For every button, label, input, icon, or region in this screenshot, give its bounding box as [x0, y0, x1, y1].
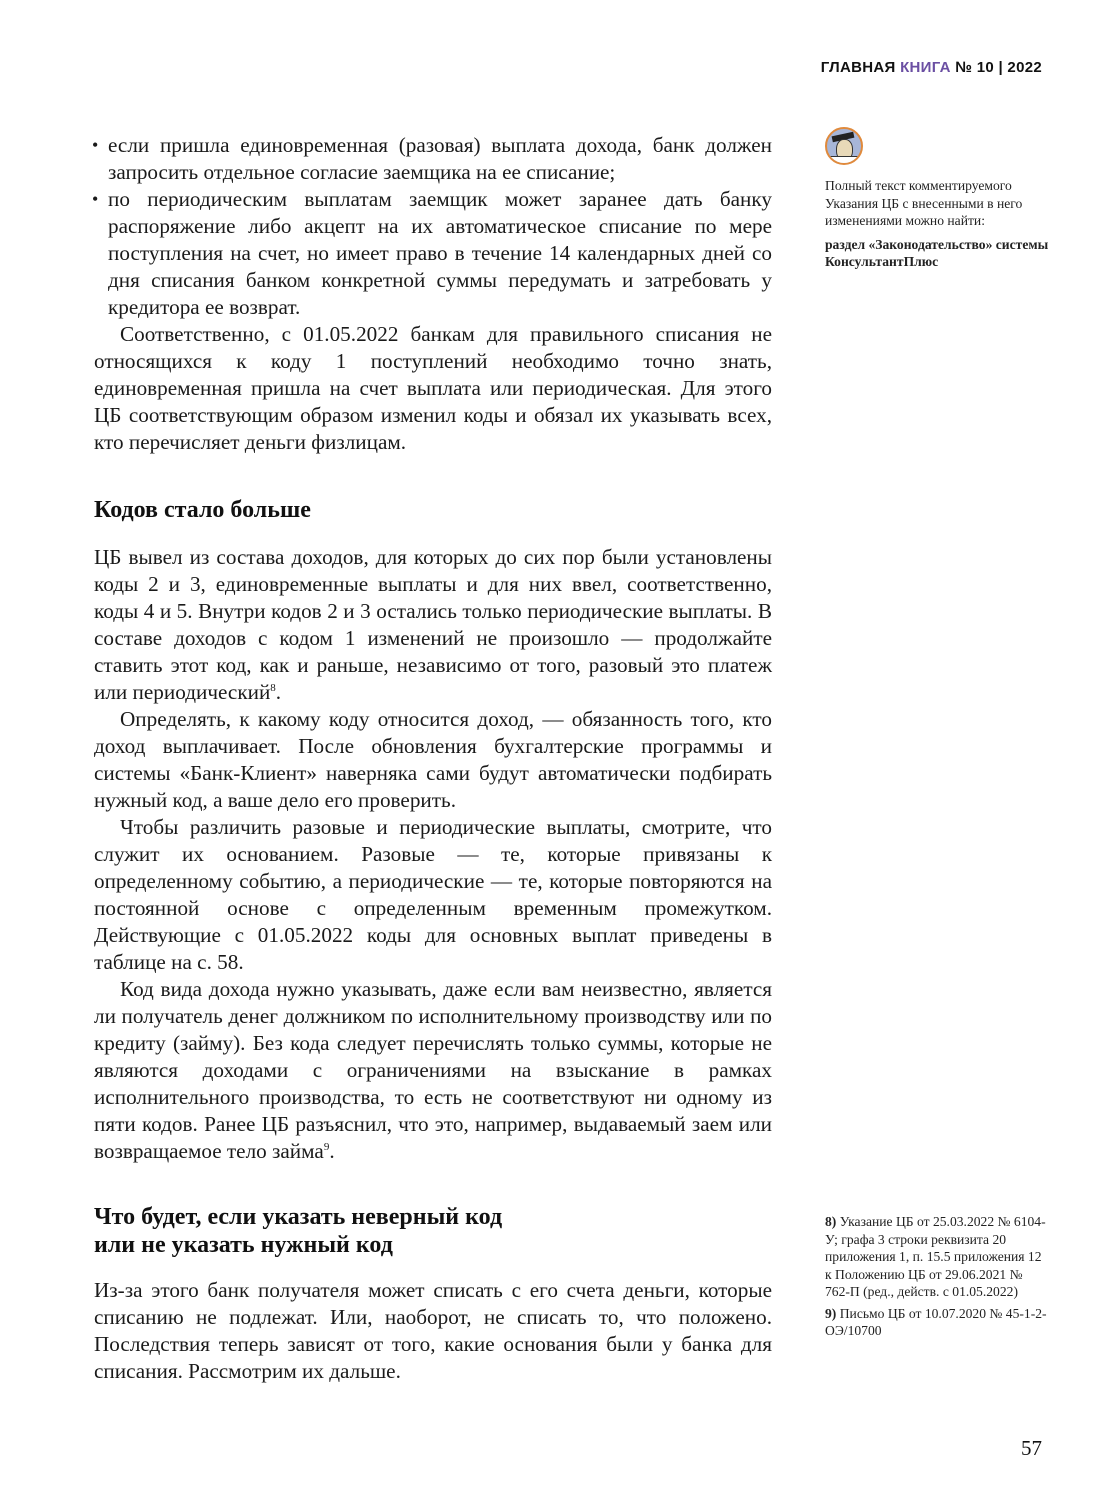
header-issue: № 10 | 2022 [955, 59, 1042, 76]
sidebar-note [825, 127, 1050, 271]
footnote-9 [825, 1305, 1050, 1340]
section-heading-codes: Кодов стало больше [94, 497, 311, 523]
paragraph: Определять, к какому коду относится доход, — обязанность того, кто доход выплачивает. После обновления бухгалтерские программы и системы «Банк-Клиент» наверняка сами будут автоматически подбирать нужный код, а ваше дело его проверить. [94, 707, 772, 812]
footnote-text: Письмо ЦБ от 10.07.2020 № 45-1-2-ОЭ/10700 [825, 1305, 1047, 1338]
expert-avatar-icon [825, 127, 863, 165]
heading-line: Что будет, если указать неверный код [94, 1204, 503, 1230]
bullet-item: • по периодическим выплатам заемщик может заранее дать банку распоряжение либо акцепт на их автоматическое списание по мере поступления на счет, но имеет право в течение 14 календарных дней со дня списания банком конкретной суммы передумать и затребовать у кредитора ее возврат. [94, 186, 772, 321]
paragraph: Соответственно, с 01.05.2022 банкам для правильного списания не относящихся к коду 1 поступлений необходимо точно знать, единовременная пришла на счет выплата или периодическая. Для этого ЦБ соответствующим образом изменил коды и обязал их указывать всех, кто перечисляет деньги физлицам. [94, 322, 772, 454]
bullet-list [94, 132, 772, 321]
paragraph-end: . [275, 680, 282, 704]
footnote-ref-9[interactable]: 9 [323, 1140, 330, 1153]
footnote-text: Указание ЦБ от 25.03.2022 № 6104-У; графа 3 строки реквизита 20 приложения 1, п. 15.5 приложения 12 к Положению ЦБ от 29.06.2021 № 762-П (ред., действ. с 01.05.2022) [825, 1214, 1046, 1299]
main-column [94, 132, 772, 1385]
footnote-ref-8[interactable]: 8 [270, 681, 276, 694]
magazine-header [821, 59, 1042, 76]
footnote-number: 9) [825, 1305, 837, 1321]
bullet-item: • если пришла единовременная (разовая) выплата дохода, банк должен запросить отдельное согласие заемщика на ее списание; [94, 132, 772, 186]
header-title-main: ГЛАВНАЯ [820, 59, 896, 76]
footnote-number: 8) [825, 1214, 837, 1229]
heading-line: или не указать нужный код [94, 1232, 393, 1258]
paragraph: Чтобы различить разовые и периодические выплаты, смотрите, что служит их основанием. Разовые — те, которые привязаны к определенному событию, а периодические — те, которые повторяются на постоянной основе с определенным временным промежутком. Действующие с 01.05.2022 коды для основных выплат приведены в таблице на с. 58. [94, 815, 772, 974]
paragraph: Из-за этого банк получателя может списать с его счета деньги, которые списанию не подлежат. Или, наоборот, не списать то, что положено. Последствия теперь зависят от того, какие основания были у банка для списания. Рассмотрим их дальше. [94, 1278, 772, 1383]
header-title-accent: КНИГА [900, 59, 951, 76]
note-text: Полный текст комментируемого Указания ЦБ с внесенными в него изменениями можно найти: [825, 178, 1023, 228]
paragraph-text: Код вида дохода нужно указывать, даже если вам неизвестно, является ли получатель денег должником по исполнительному производству или по кредиту (займу). Без кода следует перечислять только суммы, которые не являются доходами с ограничениями на взыскание в рамках исполнительного производства, то есть не соответствуют ни одному из пяти кодов. Ранее ЦБ разъяснил, что это, например, выдаваемый заем или возвращаемое тело займа [94, 977, 772, 1163]
paragraph [94, 544, 772, 706]
footnote-8 [825, 1213, 1050, 1301]
page-number: 57 [1021, 1436, 1042, 1460]
paragraph-end: . [329, 1139, 335, 1163]
section-heading-wrong-code [94, 1203, 772, 1259]
note-source-link[interactable]: раздел «Законодательство» системы КонсультантПлюс [825, 236, 1049, 269]
footnotes [825, 1213, 1050, 1344]
paragraph [94, 976, 772, 1165]
paragraph-text: ЦБ вывел из состава доходов, для которых до сих пор были установлены коды 2 и 3, единовременные выплаты и для них ввел, соответственно, коды 4 и 5. Внутри кодов 2 и 3 остались только периодические выплаты. В составе доходов с кодом 1 изменений не произошло — продолжайте ставить этот код, как и раньше, независимо от того, разовый это платеж или периодический [94, 545, 772, 704]
